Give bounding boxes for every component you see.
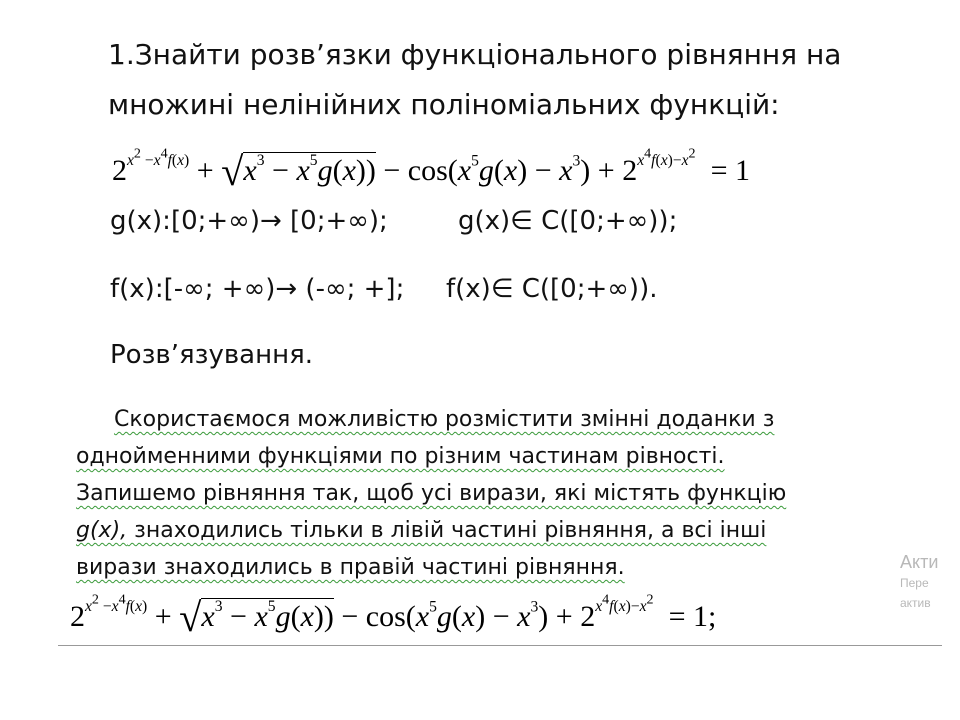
slide-title: [108, 30, 868, 130]
sqrt-term-2: $√x^3 - x^5g(x)$): [179, 595, 334, 640]
solution-heading: Розв’язування.: [110, 340, 314, 370]
condition-g-domain: g(x):[0;+∞)→ [0;+∞);: [110, 206, 388, 236]
watermark-line-3: актив: [900, 596, 931, 610]
watermark-line-1: Акти: [900, 552, 939, 572]
sqrt-term: $√x^3 - x^5g(x)$): [221, 149, 376, 194]
rearranged-equation: $2^{x^2 -x^4f(x)} + √x^3 - x^5g(x)) - \cos(x^5g(x) - x^3) + 2^{x^4f(x)-x^2} = 1$;: [70, 591, 717, 640]
watermark-line-2: Пере: [900, 576, 929, 590]
condition-g-class: g(x)∈ C([0;+∞));: [458, 206, 678, 236]
condition-f-domain: f(x):[-∞; +∞)→ (-∞; +];: [110, 274, 405, 304]
equation-rhs-2: = 1: [668, 600, 708, 634]
activation-watermark: [900, 552, 938, 613]
paragraph-line-4-italic: g(x),: [76, 518, 128, 543]
functional-equation: $2^{x^2 -x^4f(x)} + √x^3 - x^5g(x)) - \cos(x^5g(x) - x^3) + 2^{x^4f(x)-x^2} = 1$: [112, 145, 750, 194]
paragraph-line-3: Запишемо рівняння так, щоб усі вирази, які містять функцію: [76, 481, 787, 506]
paragraph-line-4: знаходились тільки в лівій частині рівняння, а всі інші: [127, 518, 767, 543]
paragraph-line-5: вирази знаходились в правій частині рівняння.: [76, 555, 625, 580]
equation-end: ;: [707, 600, 717, 634]
title-line-1: 1.Знайти розв’язки функціонального рівняння на: [108, 38, 842, 71]
paragraph-line-2: однойменними функціями по різним частинам рівності.: [76, 444, 725, 469]
paragraph-line-1: Скористаємося можливістю розмістити змінні доданки з: [114, 407, 775, 432]
equation-rhs: = 1: [710, 154, 750, 188]
bottom-divider: [58, 645, 942, 646]
solution-paragraph: [76, 401, 876, 586]
condition-f-class: f(x)∈ C([0;+∞)).: [446, 274, 658, 304]
title-line-2: множині нелінійних поліноміальних функцій:: [108, 88, 780, 121]
